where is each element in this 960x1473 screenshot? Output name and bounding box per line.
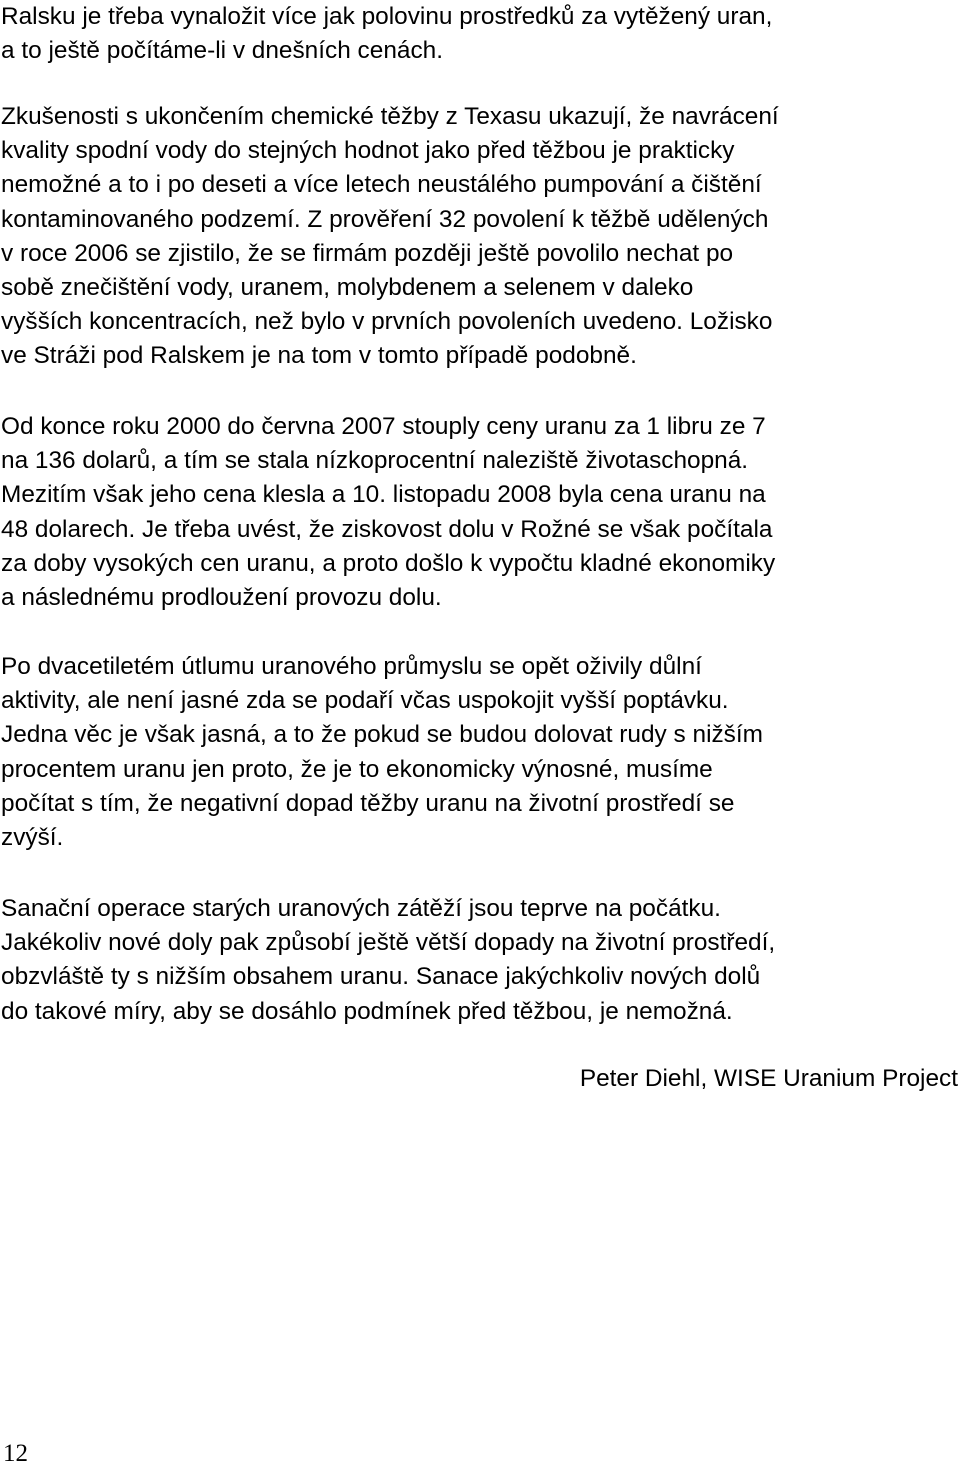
text-line: v roce 2006 se zjistilo, že se firmám později ještě povolilo nechat po	[1, 239, 734, 267]
text-line: a to ještě počítáme-li v dnešních cenách.	[1, 37, 443, 65]
text-line: Zkušenosti s ukončením chemické těžby z Texasu ukazují, že navrácení	[1, 103, 779, 130]
text-line: Od konce roku 2000 do června 2007 stouply ceny uranu za 1 libru ze 7	[1, 413, 766, 440]
page-number: 12	[3, 1440, 28, 1467]
paragraph-4	[1, 650, 959, 855]
text-line: Ralsku je třeba vynaložit více jak polovinu prostředků za vytěžený uran,	[1, 3, 773, 30]
text-line: vyšších koncentracích, než bylo v prvních povoleních uvedeno. Ložisko	[1, 308, 773, 336]
text-line: aktivity, ale není jasné zda se podaří včas uspokojit vyšší poptávku.	[1, 687, 729, 715]
paragraph-3	[1, 410, 959, 615]
text-line: sobě znečištění vody, uranem, molybdenem a selenem v daleko	[1, 273, 694, 301]
text-line: ve Stráži pod Ralskem je na tom v tomto případě podobně.	[1, 342, 637, 370]
text-line: Po dvacetiletém útlumu uranového průmyslu se opět oživily důlní	[1, 653, 702, 680]
text-line: Mezitím však jeho cena klesla a 10. listopadu 2008 byla cena uranu na	[1, 481, 766, 509]
paragraph-2	[1, 100, 959, 374]
text-line: nemožné a to i po deseti a více letech neustálého pumpování a čištění	[1, 171, 762, 199]
text-line: za doby vysokých cen uranu, a proto došlo k vypočtu kladné ekonomiky	[1, 549, 776, 577]
text-line: procentem uranu jen proto, že je to ekonomicky výnosné, musíme	[1, 755, 713, 783]
text-line: obzvláště ty s nižším obsahem uranu. Sanace jakýchkoliv nových dolů	[1, 963, 761, 991]
text-line: do takové míry, aby se dosáhlo podmínek před těžbou, je nemožná.	[1, 997, 733, 1025]
text-line: Sanační operace starých uranových zátěží jsou teprve na počátku.	[1, 895, 721, 922]
text-line: počítat s tím, že negativní dopad těžby uranu na životní prostředí se	[1, 789, 735, 817]
text-line: Jedna věc je však jasná, a to že pokud se budou dolovat rudy s nižším	[1, 721, 763, 749]
paragraph-5	[1, 892, 959, 1029]
text-line: Jakékoliv nové doly pak způsobí ještě větší dopady na životní prostředí,	[1, 929, 776, 957]
text-line: na 136 dolarů, a tím se stala nízkoprocentní naleziště životaschopná.	[1, 447, 749, 475]
paragraph-1	[1, 0, 959, 68]
text-line: zvýší.	[1, 823, 64, 851]
text-line: kvality spodní vody do stejných hodnot jako před těžbou je prakticky	[1, 137, 735, 165]
text-line: kontaminovaného podzemí. Z prověření 32 povolení k těžbě udělených	[1, 205, 769, 233]
author-signature: Peter Diehl, WISE Uranium Project	[579, 1065, 958, 1092]
text-line: 48 dolarech. Je třeba uvést, že ziskovost dolu v Rožné se však počítala	[1, 515, 773, 543]
text-line: a následnému prodloužení provozu dolu.	[1, 583, 442, 611]
